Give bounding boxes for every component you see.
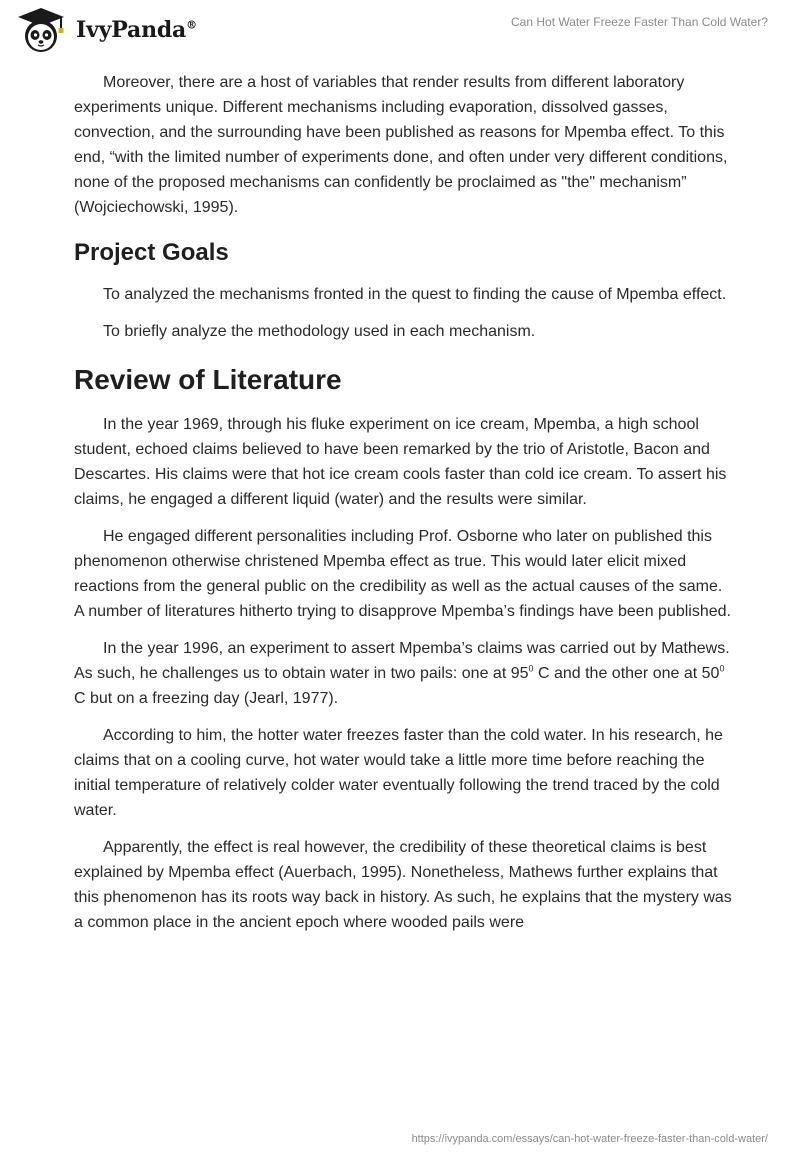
goal-paragraph-1: To analyzed the mechanisms fronted in the quest to finding the cause of Mpemba effect. — [103, 286, 727, 303]
review-paragraph-4: According to him, the hotter water freezes faster than the cold water. In his research, he claims that on a cooling curve, hot water would take a little more time before reaching the initial temperature of relatively colder water eventually following the trend traced by the cold water. — [74, 727, 723, 819]
project-goals-heading: Project Goals — [74, 239, 229, 266]
document-title: Can Hot Water Freeze Faster Than Cold Water? — [511, 15, 768, 29]
review-paragraph-2: He engaged different personalities including Prof. Osborne who later on published this phenomenon otherwise christened Mpemba effect as true. This would later elicit mixed reactions from the general public on the credibility as well as the actual causes of the same. A number of literatures hitherto trying to disapprove Mpemba’s findings have been published. — [74, 528, 731, 620]
source-url[interactable]: https://ivypanda.com/essays/can-hot-water-freeze-faster-than-cold-water/ — [411, 1133, 768, 1145]
review-paragraph-3: In the year 1996, an experiment to assert Mpemba’s claims was carried out by Mathews. As such, he challenges us to obtain water in two pails: one at $95^0$ C and the other one at $50^0$ C but on a freezing day (Jearl, 1977). — [74, 640, 730, 707]
review-paragraph-5: Apparently, the effect is real however, the credibility of these theoretical claims is best explained by Mpemba effect (Auerbach, 1995). Nonetheless, Mathews further explains that this phenomenon has its roots way back in history. As such, he explains that the mystery was a common place in the ancient epoch where wooded pails were — [74, 839, 732, 931]
review-heading: Review of Literature — [74, 364, 342, 395]
review-paragraph-1: In the year 1969, through his fluke experiment on ice cream, Mpemba, a high school student, echoed claims believed to have been remarked by the trio of Aristotle, Bacon and Descartes. His claims were that hot ice cream cools faster than cold ice cream. To assert his claims, he engaged a different liquid (water) and the results were similar. — [74, 416, 727, 508]
brand-logo[interactable] — [14, 6, 197, 54]
goal-paragraph-2: To briefly analyze the methodology used in each mechanism. — [103, 323, 536, 340]
page-header — [0, 0, 800, 60]
panda-logo-icon — [14, 6, 68, 54]
intro-paragraph: Moreover, there are a host of variables that render results from different laboratory experiments unique. Different mechanisms including evaporation, dissolved gasses, convection, and the surrounding have been published as reasons for Mpemba effect. To this end, “with the limited number of experiments done, and often under very different conditions, none of the proposed mechanisms can confidently be proclaimed as "the" mechanism” (Wojciechowski, 1995). — [74, 74, 728, 216]
brand-name: IvyPanda® — [76, 17, 197, 43]
essay-content — [74, 70, 734, 947]
